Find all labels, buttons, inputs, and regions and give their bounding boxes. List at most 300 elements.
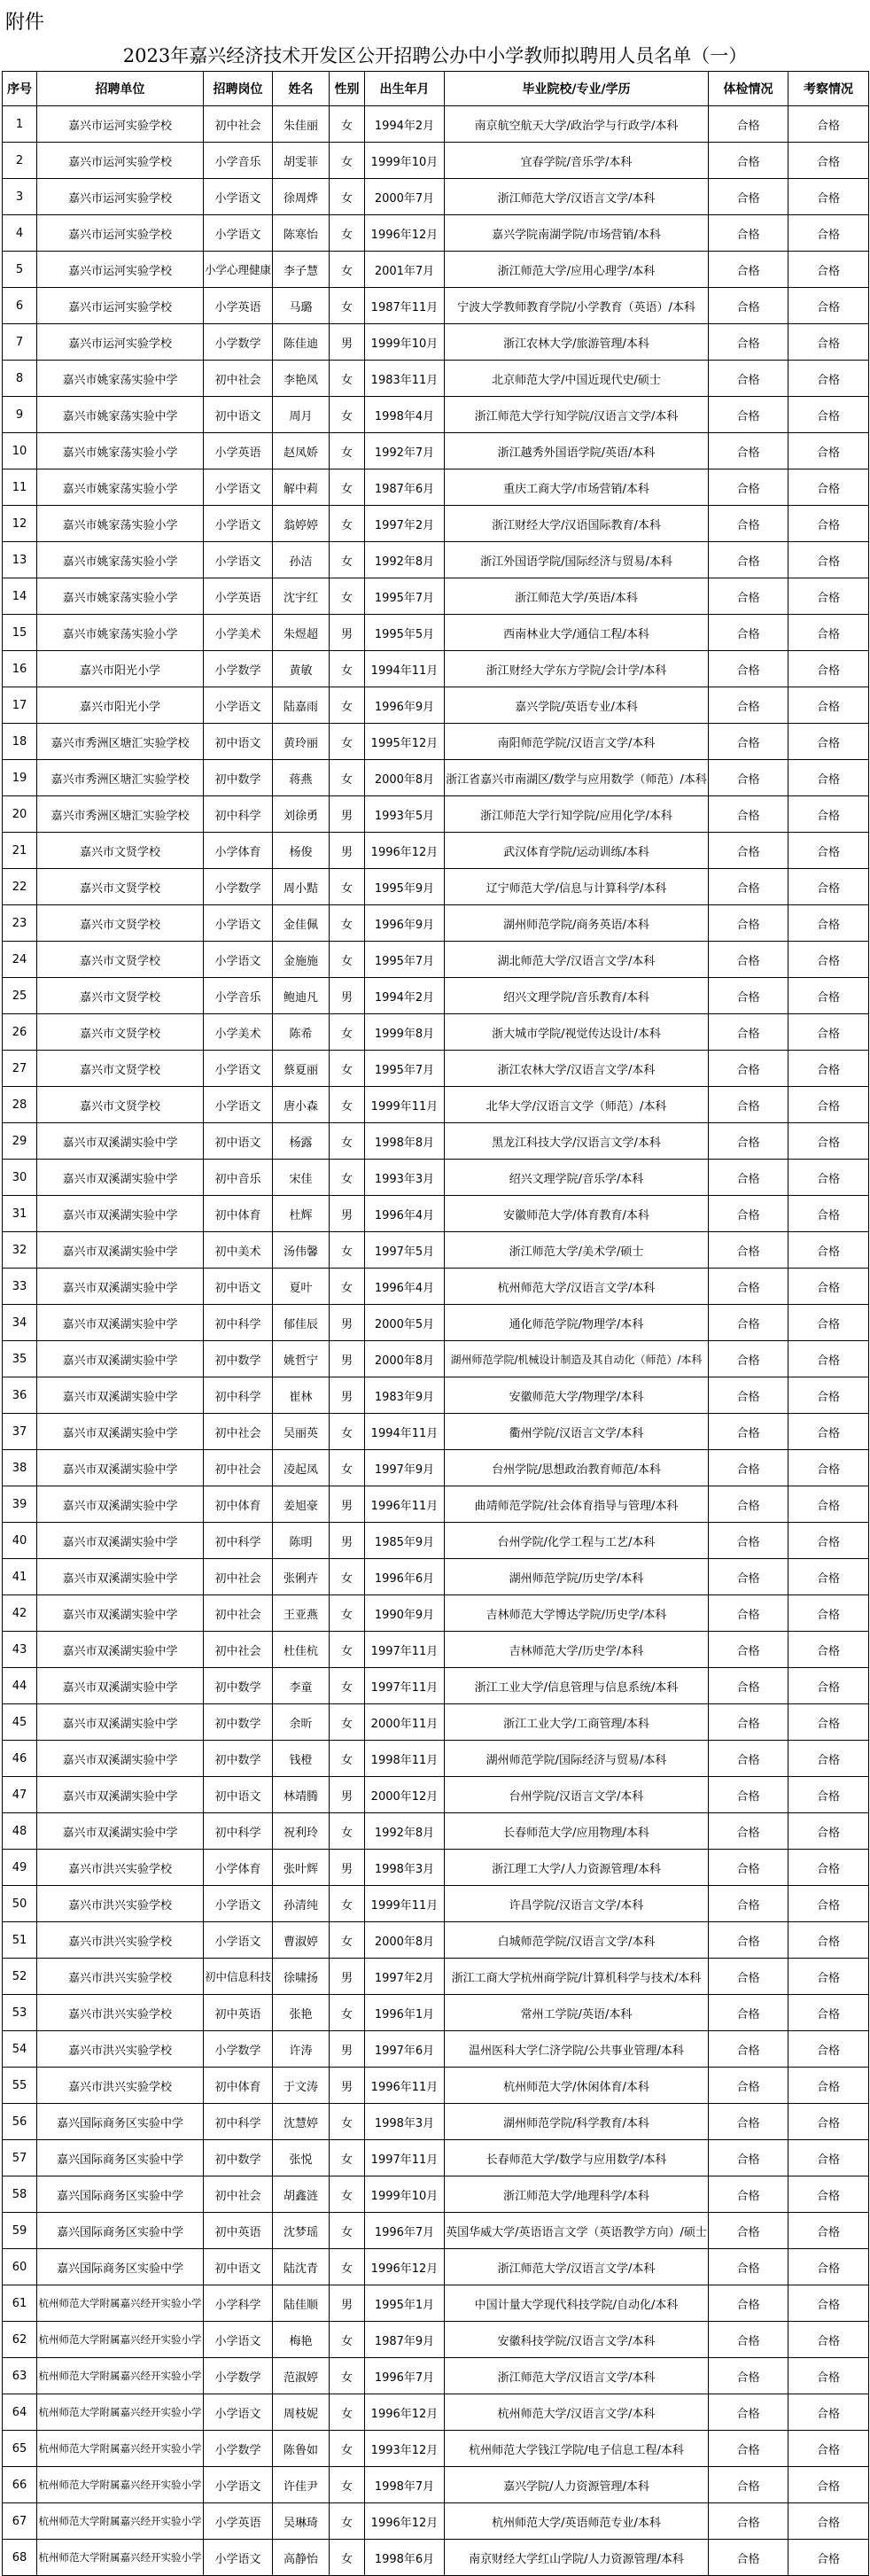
cell-birth: 1996年7月	[365, 2358, 445, 2394]
cell-name: 杨俊	[273, 833, 330, 869]
cell-birth: 1987年6月	[365, 469, 445, 506]
cell-medical: 合格	[709, 1305, 788, 1341]
cell-gender: 女	[330, 2140, 365, 2176]
cell-position: 初中语文	[204, 397, 273, 433]
cell-medical: 合格	[709, 1995, 788, 2031]
cell-name: 朱煜超	[273, 615, 330, 651]
cell-name: 金佳佩	[273, 905, 330, 942]
cell-position: 初中语文	[204, 724, 273, 760]
cell-education: 浙江理工大学/人力资源管理/本科	[445, 1850, 709, 1886]
cell-name: 沈宇红	[273, 578, 330, 615]
cell-education: 南京航空航天大学/政治学与行政学/本科	[445, 106, 709, 143]
cell-birth: 1994年2月	[365, 978, 445, 1014]
cell-education: 湖州师范学院/国际经济与贸易/本科	[445, 1741, 709, 1777]
cell-gender: 女	[330, 1922, 365, 1959]
cell-education: 湖北师范大学/汉语言文学/本科	[445, 942, 709, 978]
table-row	[3, 252, 869, 288]
cell-position: 初中体育	[204, 2068, 273, 2104]
cell-birth: 1999年10月	[365, 324, 445, 361]
cell-inspection: 合格	[788, 1160, 869, 1196]
cell-education: 浙江工业大学/工商管理/本科	[445, 1704, 709, 1741]
cell-gender: 女	[330, 397, 365, 433]
cell-unit: 嘉兴市双溪湖实验中学	[37, 1704, 204, 1741]
cell-position: 小学英语	[204, 433, 273, 469]
cell-unit: 嘉兴市双溪湖实验中学	[37, 1559, 204, 1595]
cell-gender: 女	[330, 179, 365, 215]
cell-name: 陈明	[273, 1523, 330, 1559]
cell-index: 18	[3, 724, 37, 760]
header-medical: 体检情况	[709, 72, 788, 106]
table-row	[3, 1523, 869, 1559]
table-row	[3, 1305, 869, 1341]
cell-unit: 嘉兴市文贤学校	[37, 1014, 204, 1051]
cell-education: 浙大城市学院/视觉传达设计/本科	[445, 1014, 709, 1051]
cell-index: 14	[3, 578, 37, 615]
cell-medical: 合格	[709, 252, 788, 288]
cell-position: 小学数学	[204, 651, 273, 687]
cell-birth: 2000年12月	[365, 1777, 445, 1813]
cell-unit: 嘉兴市双溪湖实验中学	[37, 1632, 204, 1668]
table-row	[3, 687, 869, 724]
cell-index: 36	[3, 1377, 37, 1414]
cell-unit: 嘉兴市姚家荡实验小学	[37, 469, 204, 506]
cell-education: 重庆工商大学/市场营销/本科	[445, 469, 709, 506]
cell-name: 周枝妮	[273, 2394, 330, 2431]
header-inspection: 考察情况	[788, 72, 869, 106]
cell-medical: 合格	[709, 1450, 788, 1486]
cell-inspection: 合格	[788, 724, 869, 760]
cell-index: 4	[3, 215, 37, 252]
cell-unit: 嘉兴市双溪湖实验中学	[37, 1377, 204, 1414]
cell-birth: 2000年8月	[365, 1922, 445, 1959]
cell-name: 王亚燕	[273, 1595, 330, 1632]
candidate-table	[2, 71, 869, 2576]
cell-birth: 1996年11月	[365, 1486, 445, 1523]
cell-name: 陆嘉雨	[273, 687, 330, 724]
cell-birth: 1999年8月	[365, 1014, 445, 1051]
cell-inspection: 合格	[788, 833, 869, 869]
cell-medical: 合格	[709, 942, 788, 978]
cell-position: 初中美术	[204, 1232, 273, 1269]
cell-gender: 男	[330, 2285, 365, 2322]
cell-name: 赵凤娇	[273, 433, 330, 469]
cell-position: 小学音乐	[204, 978, 273, 1014]
cell-education: 宜春学院/音乐学/本科	[445, 143, 709, 179]
cell-birth: 1999年10月	[365, 143, 445, 179]
cell-index: 30	[3, 1160, 37, 1196]
cell-unit: 嘉兴市双溪湖实验中学	[37, 1414, 204, 1450]
table-row	[3, 1087, 869, 1123]
cell-education: 杭州师范大学/休闲体育/本科	[445, 2068, 709, 2104]
cell-name: 陆沈青	[273, 2249, 330, 2285]
cell-name: 夏叶	[273, 1269, 330, 1305]
table-row	[3, 1232, 869, 1269]
cell-education: 浙江财经大学东方学院/会计学/本科	[445, 651, 709, 687]
cell-index: 50	[3, 1886, 37, 1922]
cell-index: 41	[3, 1559, 37, 1595]
cell-gender: 女	[330, 942, 365, 978]
table-row	[3, 1668, 869, 1704]
cell-medical: 合格	[709, 978, 788, 1014]
cell-name: 姚哲宁	[273, 1341, 330, 1377]
cell-medical: 合格	[709, 542, 788, 578]
cell-medical: 合格	[709, 215, 788, 252]
cell-gender: 女	[330, 2394, 365, 2431]
cell-birth: 1996年9月	[365, 905, 445, 942]
cell-unit: 嘉兴市运河实验学校	[37, 106, 204, 143]
cell-gender: 女	[330, 1595, 365, 1632]
cell-index: 62	[3, 2322, 37, 2358]
cell-birth: 1998年7月	[365, 2467, 445, 2503]
cell-gender: 女	[330, 143, 365, 179]
cell-name: 周小黠	[273, 869, 330, 905]
cell-medical: 合格	[709, 1632, 788, 1668]
cell-index: 3	[3, 179, 37, 215]
cell-gender: 女	[330, 2431, 365, 2467]
cell-birth: 1996年12月	[365, 215, 445, 252]
cell-education: 安徽师范大学/物理学/本科	[445, 1377, 709, 1414]
cell-gender: 女	[330, 869, 365, 905]
cell-medical: 合格	[709, 1813, 788, 1850]
cell-index: 40	[3, 1523, 37, 1559]
cell-name: 陈寒怡	[273, 215, 330, 252]
cell-gender: 女	[330, 1160, 365, 1196]
cell-inspection: 合格	[788, 2249, 869, 2285]
cell-position: 小学语文	[204, 687, 273, 724]
cell-birth: 2000年8月	[365, 1341, 445, 1377]
table-row	[3, 469, 869, 506]
table-row	[3, 1377, 869, 1414]
cell-birth: 1995年1月	[365, 2285, 445, 2322]
cell-medical: 合格	[709, 1232, 788, 1269]
cell-index: 44	[3, 1668, 37, 1704]
cell-inspection: 合格	[788, 1014, 869, 1051]
cell-position: 小学数学	[204, 2031, 273, 2068]
cell-education: 杭州师范大学/汉语言文学/本科	[445, 1269, 709, 1305]
cell-birth: 1995年9月	[365, 869, 445, 905]
cell-index: 34	[3, 1305, 37, 1341]
cell-inspection: 合格	[788, 2176, 869, 2213]
table-row	[3, 288, 869, 324]
cell-education: 湖州师范学院/商务英语/本科	[445, 905, 709, 942]
cell-education: 安徽科技学院/汉语言文学/本科	[445, 2322, 709, 2358]
cell-medical: 合格	[709, 1886, 788, 1922]
table-row	[3, 2322, 869, 2358]
cell-education: 浙江师范大学/英语/本科	[445, 578, 709, 615]
cell-education: 台州学院/汉语言文学/本科	[445, 1777, 709, 1813]
cell-position: 初中社会	[204, 1414, 273, 1450]
cell-index: 19	[3, 760, 37, 796]
cell-inspection: 合格	[788, 1341, 869, 1377]
cell-unit: 嘉兴市阳光小学	[37, 687, 204, 724]
cell-unit: 嘉兴市文贤学校	[37, 978, 204, 1014]
cell-position: 初中科学	[204, 1813, 273, 1850]
cell-inspection: 合格	[788, 252, 869, 288]
cell-index: 58	[3, 2176, 37, 2213]
cell-gender: 女	[330, 1450, 365, 1486]
cell-medical: 合格	[709, 1377, 788, 1414]
cell-medical: 合格	[709, 2467, 788, 2503]
cell-index: 63	[3, 2358, 37, 2394]
cell-medical: 合格	[709, 760, 788, 796]
cell-position: 初中体育	[204, 1486, 273, 1523]
cell-unit: 嘉兴市洪兴实验学校	[37, 1886, 204, 1922]
cell-gender: 女	[330, 2249, 365, 2285]
cell-name: 余昕	[273, 1704, 330, 1741]
cell-medical: 合格	[709, 106, 788, 143]
cell-unit: 嘉兴市双溪湖实验中学	[37, 1486, 204, 1523]
table-row	[3, 397, 869, 433]
cell-inspection: 合格	[788, 1450, 869, 1486]
cell-name: 梅艳	[273, 2322, 330, 2358]
cell-birth: 2000年7月	[365, 179, 445, 215]
cell-birth: 1990年9月	[365, 1595, 445, 1632]
cell-inspection: 合格	[788, 1414, 869, 1450]
cell-unit: 嘉兴市双溪湖实验中学	[37, 1595, 204, 1632]
cell-education: 台州学院/思想政治教育师范/本科	[445, 1450, 709, 1486]
cell-education: 湖州师范学院/历史学/本科	[445, 1559, 709, 1595]
cell-inspection: 合格	[788, 1668, 869, 1704]
cell-name: 陈希	[273, 1014, 330, 1051]
cell-position: 初中英语	[204, 1995, 273, 2031]
cell-position: 初中社会	[204, 2176, 273, 2213]
cell-name: 李童	[273, 1668, 330, 1704]
cell-position: 初中社会	[204, 361, 273, 397]
cell-unit: 嘉兴市洪兴实验学校	[37, 1922, 204, 1959]
cell-inspection: 合格	[788, 1051, 869, 1087]
cell-index: 28	[3, 1087, 37, 1123]
cell-position: 小学语文	[204, 1051, 273, 1087]
cell-medical: 合格	[709, 1523, 788, 1559]
cell-position: 初中社会	[204, 1559, 273, 1595]
cell-unit: 嘉兴市文贤学校	[37, 833, 204, 869]
cell-position: 小学语文	[204, 542, 273, 578]
cell-index: 16	[3, 651, 37, 687]
table-row	[3, 1486, 869, 1523]
cell-birth: 2000年8月	[365, 760, 445, 796]
cell-position: 小学语文	[204, 942, 273, 978]
cell-unit: 嘉兴市双溪湖实验中学	[37, 1523, 204, 1559]
cell-unit: 杭州师范大学附属嘉兴经开实验小学	[37, 2503, 204, 2540]
cell-inspection: 合格	[788, 2503, 869, 2540]
cell-unit: 嘉兴市运河实验学校	[37, 288, 204, 324]
cell-education: 杭州师范大学/汉语言文学/本科	[445, 2394, 709, 2431]
cell-index: 52	[3, 1959, 37, 1995]
table-header-row	[3, 72, 869, 106]
cell-position: 初中科学	[204, 1523, 273, 1559]
cell-name: 孙清纯	[273, 1886, 330, 1922]
cell-name: 李艳凤	[273, 361, 330, 397]
table-row	[3, 215, 869, 252]
cell-birth: 1993年5月	[365, 796, 445, 833]
cell-gender: 男	[330, 1959, 365, 1995]
cell-medical: 合格	[709, 1704, 788, 1741]
cell-birth: 1999年11月	[365, 1886, 445, 1922]
table-row	[3, 2140, 869, 2176]
cell-medical: 合格	[709, 1850, 788, 1886]
table-row	[3, 1886, 869, 1922]
cell-name: 范淑婷	[273, 2358, 330, 2394]
cell-position: 小学美术	[204, 615, 273, 651]
cell-index: 48	[3, 1813, 37, 1850]
cell-position: 小学语文	[204, 2322, 273, 2358]
cell-medical: 合格	[709, 2140, 788, 2176]
cell-inspection: 合格	[788, 542, 869, 578]
cell-name: 林靖腾	[273, 1777, 330, 1813]
cell-inspection: 合格	[788, 1559, 869, 1595]
cell-unit: 嘉兴市运河实验学校	[37, 252, 204, 288]
cell-birth: 1985年9月	[365, 1523, 445, 1559]
cell-unit: 杭州师范大学附属嘉兴经开实验小学	[37, 2431, 204, 2467]
cell-education: 西南林业大学/通信工程/本科	[445, 615, 709, 651]
cell-medical: 合格	[709, 2358, 788, 2394]
cell-name: 崔林	[273, 1377, 330, 1414]
cell-education: 浙江财经大学/汉语国际教育/本科	[445, 506, 709, 542]
cell-medical: 合格	[709, 869, 788, 905]
cell-gender: 女	[330, 1741, 365, 1777]
cell-birth: 2000年11月	[365, 1704, 445, 1741]
table-row	[3, 1741, 869, 1777]
cell-name: 钱橙	[273, 1741, 330, 1777]
cell-inspection: 合格	[788, 1777, 869, 1813]
cell-unit: 杭州师范大学附属嘉兴经开实验小学	[37, 2285, 204, 2322]
cell-inspection: 合格	[788, 179, 869, 215]
cell-index: 24	[3, 942, 37, 978]
cell-name: 杜佳杭	[273, 1632, 330, 1668]
cell-position: 小学语文	[204, 1087, 273, 1123]
cell-medical: 合格	[709, 1668, 788, 1704]
cell-medical: 合格	[709, 2068, 788, 2104]
cell-education: 北京师范大学/中国近现代史/硕士	[445, 361, 709, 397]
table-row	[3, 2503, 869, 2540]
cell-gender: 女	[330, 1232, 365, 1269]
cell-inspection: 合格	[788, 288, 869, 324]
cell-unit: 嘉兴市双溪湖实验中学	[37, 1269, 204, 1305]
cell-inspection: 合格	[788, 796, 869, 833]
cell-medical: 合格	[709, 1486, 788, 1523]
cell-gender: 男	[330, 615, 365, 651]
cell-unit: 嘉兴市运河实验学校	[37, 143, 204, 179]
cell-position: 小学语文	[204, 905, 273, 942]
cell-index: 27	[3, 1051, 37, 1087]
cell-inspection: 合格	[788, 324, 869, 361]
table-row	[3, 1196, 869, 1232]
cell-index: 59	[3, 2213, 37, 2249]
cell-education: 浙江师范大学/汉语言文学/本科	[445, 2249, 709, 2285]
cell-inspection: 合格	[788, 615, 869, 651]
cell-birth: 1998年8月	[365, 1123, 445, 1160]
cell-education: 杭州师范大学钱江学院/电子信息工程/本科	[445, 2431, 709, 2467]
cell-position: 初中数学	[204, 1704, 273, 1741]
cell-position: 小学心理健康	[204, 252, 273, 288]
cell-medical: 合格	[709, 651, 788, 687]
cell-unit: 嘉兴市运河实验学校	[37, 179, 204, 215]
cell-education: 辽宁师范大学/信息与计算科学/本科	[445, 869, 709, 905]
table-row	[3, 2540, 869, 2576]
cell-birth: 1997年5月	[365, 1232, 445, 1269]
cell-gender: 女	[330, 1269, 365, 1305]
cell-gender: 女	[330, 1813, 365, 1850]
cell-name: 张悦	[273, 2140, 330, 2176]
cell-position: 初中数学	[204, 1668, 273, 1704]
cell-name: 马璐	[273, 288, 330, 324]
cell-medical: 合格	[709, 1087, 788, 1123]
table-row	[3, 978, 869, 1014]
page-title: 2023年嘉兴经济技术开发区公开招聘公办中小学教师拟聘用人员名单（一）	[122, 45, 748, 66]
cell-medical: 合格	[709, 1922, 788, 1959]
cell-education: 绍兴文理学院/音乐教育/本科	[445, 978, 709, 1014]
cell-gender: 女	[330, 905, 365, 942]
cell-position: 小学语文	[204, 1886, 273, 1922]
cell-position: 小学科学	[204, 2285, 273, 2322]
cell-birth: 1983年9月	[365, 1377, 445, 1414]
cell-unit: 嘉兴市文贤学校	[37, 905, 204, 942]
cell-name: 于文涛	[273, 2068, 330, 2104]
cell-name: 解中莉	[273, 469, 330, 506]
cell-education: 浙江师范大学/美术学/硕士	[445, 1232, 709, 1269]
cell-position: 初中音乐	[204, 1160, 273, 1196]
cell-inspection: 合格	[788, 1632, 869, 1668]
table-row	[3, 1595, 869, 1632]
cell-gender: 男	[330, 2068, 365, 2104]
cell-name: 胡雯菲	[273, 143, 330, 179]
cell-index: 17	[3, 687, 37, 724]
cell-gender: 男	[330, 1850, 365, 1886]
cell-name: 张俐卉	[273, 1559, 330, 1595]
cell-position: 初中科学	[204, 1305, 273, 1341]
cell-medical: 合格	[709, 288, 788, 324]
cell-index: 61	[3, 2285, 37, 2322]
cell-position: 初中语文	[204, 1777, 273, 1813]
cell-gender: 女	[330, 361, 365, 397]
cell-gender: 女	[330, 2176, 365, 2213]
table-row	[3, 1704, 869, 1741]
cell-birth: 1987年11月	[365, 288, 445, 324]
cell-unit: 嘉兴市姚家荡实验中学	[37, 361, 204, 397]
cell-medical: 合格	[709, 361, 788, 397]
header-birth: 出生年月	[365, 72, 445, 106]
cell-inspection: 合格	[788, 1377, 869, 1414]
cell-unit: 嘉兴市运河实验学校	[37, 215, 204, 252]
cell-unit: 嘉兴市文贤学校	[37, 1051, 204, 1087]
cell-gender: 女	[330, 1414, 365, 1450]
cell-index: 49	[3, 1850, 37, 1886]
cell-index: 60	[3, 2249, 37, 2285]
cell-position: 小学音乐	[204, 143, 273, 179]
cell-unit: 杭州师范大学附属嘉兴经开实验小学	[37, 2394, 204, 2431]
cell-position: 初中社会	[204, 1450, 273, 1486]
cell-gender: 女	[330, 687, 365, 724]
cell-position: 小学语文	[204, 2394, 273, 2431]
cell-unit: 嘉兴市洪兴实验学校	[37, 1995, 204, 2031]
table-row	[3, 651, 869, 687]
cell-gender: 女	[330, 1704, 365, 1741]
header-index: 序号	[3, 72, 37, 106]
cell-education: 白城师范学院/汉语言文学/本科	[445, 1922, 709, 1959]
cell-medical: 合格	[709, 796, 788, 833]
cell-index: 12	[3, 506, 37, 542]
cell-gender: 女	[330, 288, 365, 324]
cell-name: 翁婷婷	[273, 506, 330, 542]
table-row	[3, 179, 869, 215]
cell-inspection: 合格	[788, 2031, 869, 2068]
table-row	[3, 724, 869, 760]
cell-inspection: 合格	[788, 143, 869, 179]
cell-inspection: 合格	[788, 1087, 869, 1123]
cell-name: 许涛	[273, 2031, 330, 2068]
cell-education: 吉林师范大学/历史学/本科	[445, 1632, 709, 1668]
cell-gender: 男	[330, 1777, 365, 1813]
